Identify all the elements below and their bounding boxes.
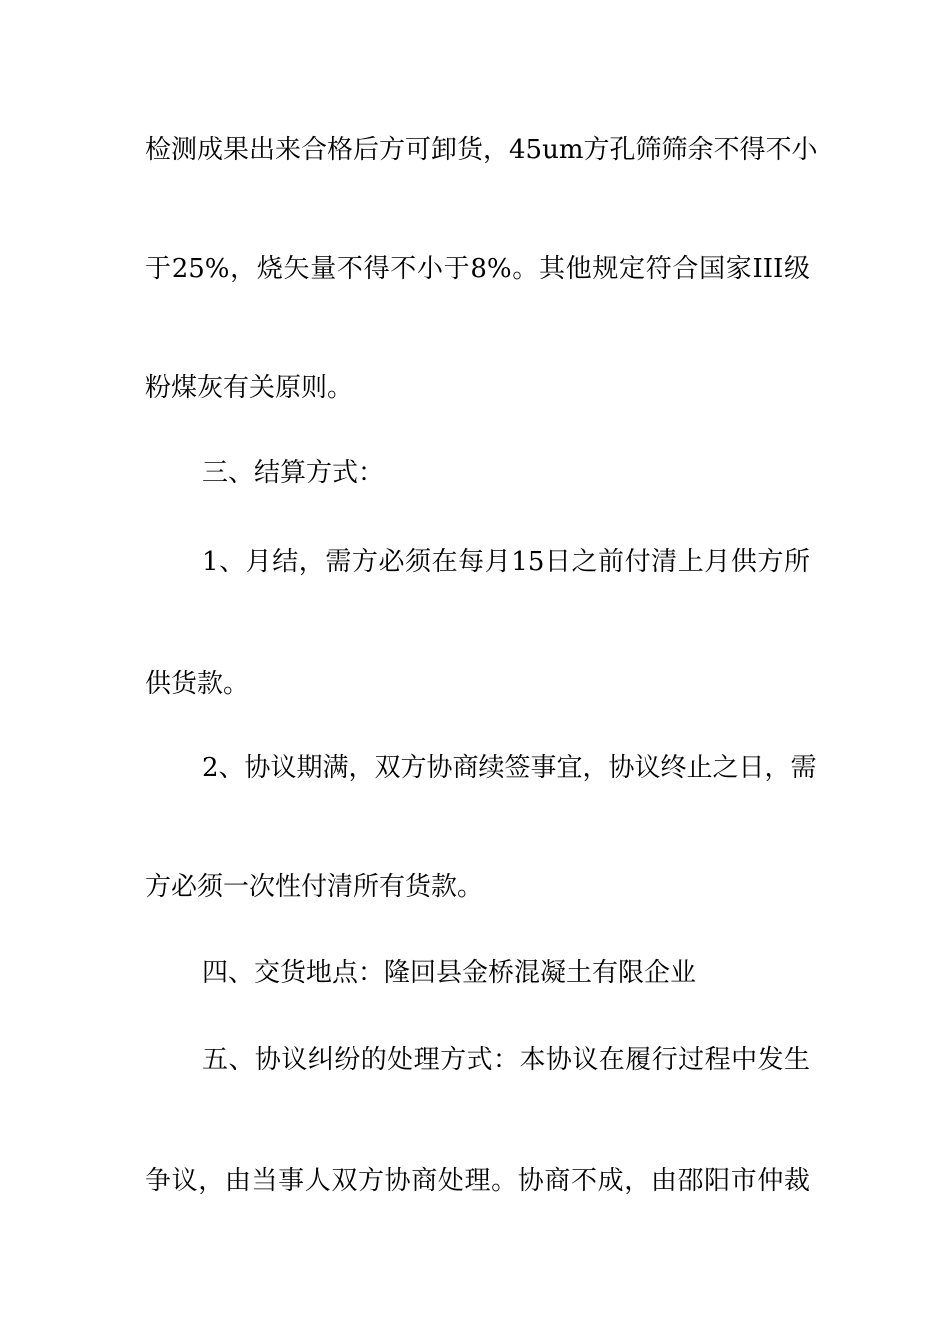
paragraph-line-6: 供货款。 [145,669,250,699]
paragraph-line-11: 争议，由当事人双方协商处理。协商不成，由邵阳市仲裁 [145,1166,810,1196]
paragraph-line-7: 2、协议期满，双方协商续签事宜，协议终止之日，需 [202,753,817,783]
paragraph-line-1: 检测成果出来合格后方可卸货，45um方孔筛筛余不得不小 [145,135,818,165]
section-heading-delivery-location: 四、交货地点：隆回县金桥混凝土有限企业 [202,958,697,988]
paragraph-line-3: 粉煤灰有关原则。 [145,373,354,403]
section-heading-settlement: 三、结算方式： [202,458,385,488]
section-heading-dispute-resolution: 五、协议纠纷的处理方式：本协议在履行过程中发生 [202,1045,810,1075]
paragraph-line-2: 于25%，烧矢量不得不小于8%。其他规定符合国家III级 [145,254,810,284]
paragraph-line-5: 1、月结，需方必须在每月15日之前付清上月供方所 [202,547,810,577]
paragraph-line-8: 方必须一次性付清所有货款。 [145,872,484,902]
